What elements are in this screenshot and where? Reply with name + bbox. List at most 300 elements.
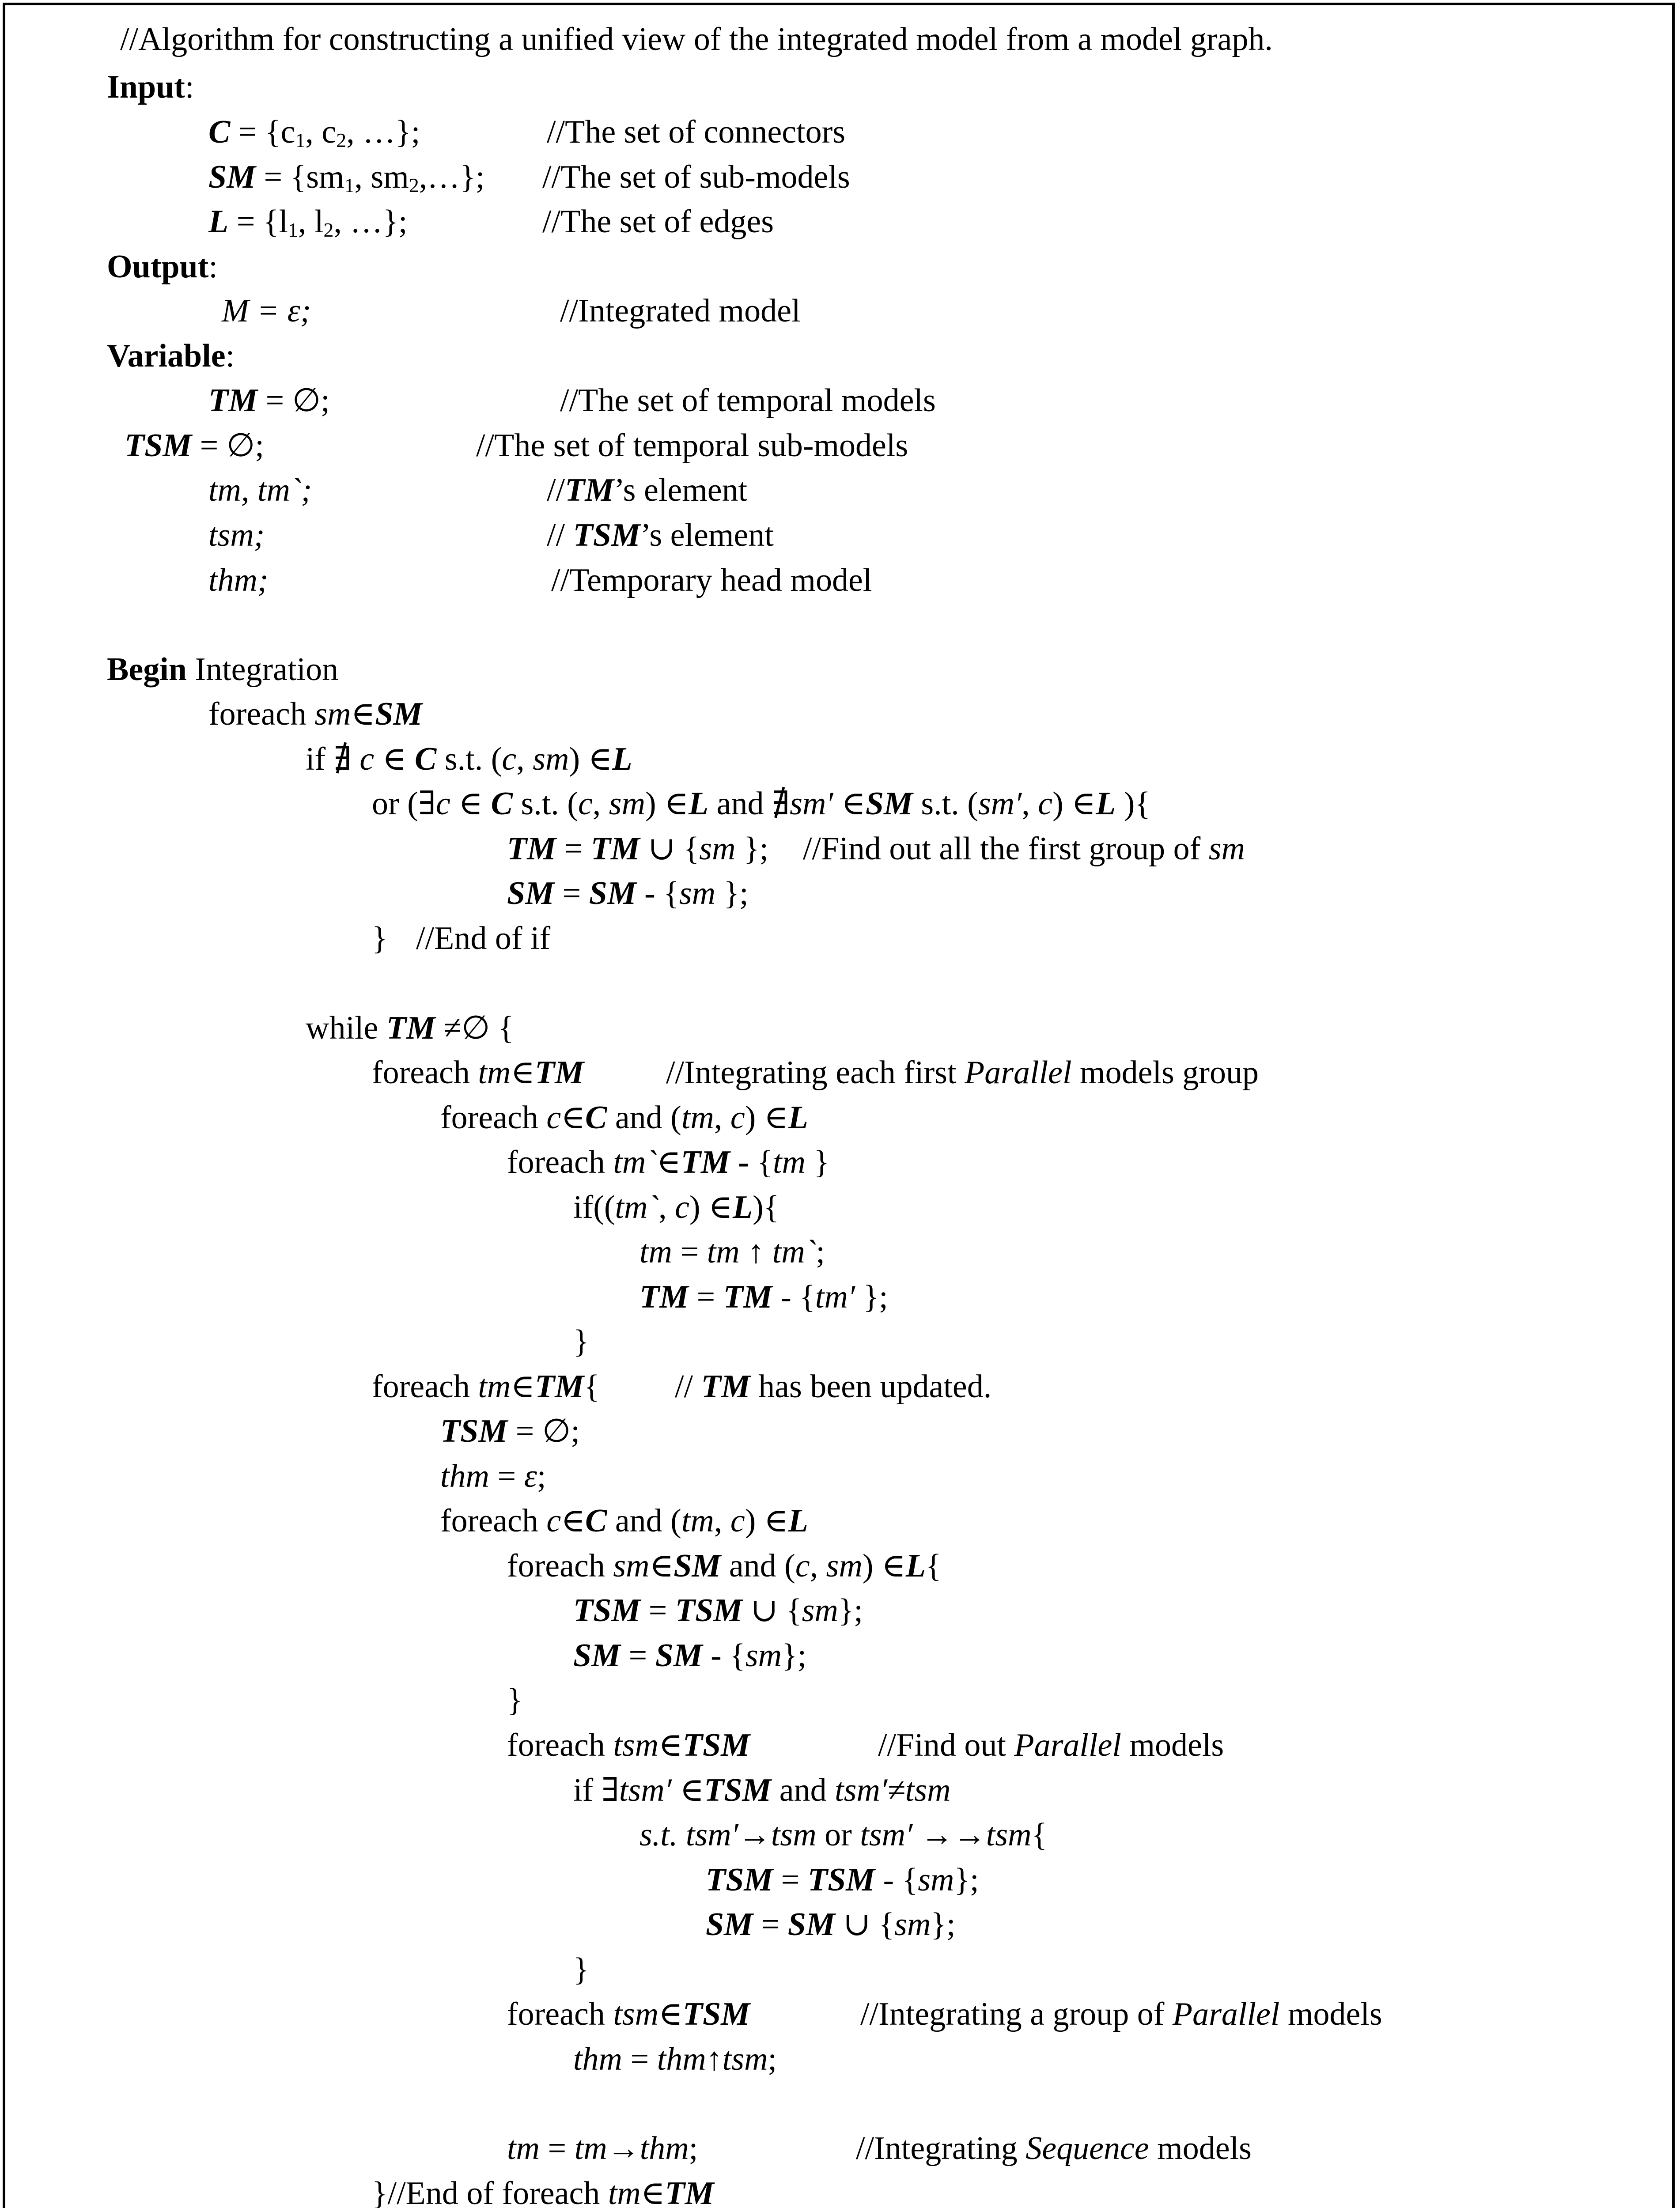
txt: , [658, 1189, 675, 1225]
set: SM [865, 786, 913, 822]
var: c [730, 1100, 745, 1136]
txt: { [757, 1144, 773, 1180]
comment-line-23 [878, 1729, 1224, 1762]
txt: ; [768, 2041, 777, 2077]
code-line-30 [573, 2043, 777, 2076]
var: tm [681, 1100, 714, 1136]
var: Parallel [965, 1055, 1072, 1091]
var: c [546, 1503, 561, 1539]
set: SM [507, 875, 554, 911]
set: SM [655, 1637, 703, 1674]
set: TM [590, 831, 640, 867]
op: ∈ [671, 1772, 704, 1808]
op: ↑ [739, 1234, 772, 1270]
var: c [578, 786, 593, 822]
txt: and ∄ [708, 786, 790, 822]
colon: : [208, 249, 218, 285]
set: TM [535, 1369, 584, 1405]
op: ) ∈ [745, 1503, 788, 1539]
op: ) ∈ [569, 741, 613, 777]
kw: foreach [208, 696, 315, 732]
colon: : [225, 338, 235, 374]
set: SM [375, 696, 423, 732]
set: SM [706, 1906, 753, 1943]
txt: ; [689, 2130, 698, 2166]
code-line-24 [573, 1774, 951, 1807]
comment-text: models [1279, 1996, 1382, 2032]
comment-prefix: // [547, 472, 565, 508]
set: SM [589, 875, 636, 911]
var: sm [826, 1548, 863, 1584]
comment-tsm [476, 429, 908, 462]
comment-line-6 [416, 922, 550, 955]
txt: }//End of foreach [372, 2175, 608, 2208]
txt: }; [735, 831, 769, 867]
set: TM [665, 2175, 714, 2208]
code-line-14 [573, 1325, 589, 1358]
comment-prefix: // [547, 517, 573, 553]
op: ∈ [450, 786, 491, 822]
set: TM [639, 1279, 689, 1315]
code-line-23 [507, 1729, 750, 1762]
op: ) ∈ [745, 1100, 788, 1136]
comment-set: TM [565, 472, 614, 508]
tsm-init: = ∅; [192, 427, 264, 464]
comment-text: //The set of sub-models [542, 159, 850, 195]
op: ∈ [640, 2175, 665, 2208]
var: tm [608, 2175, 641, 2208]
l-tail: , …}; [333, 204, 408, 240]
op: = [489, 1458, 524, 1494]
code-line-13 [639, 1281, 888, 1313]
decl-submodels: SM = {sm1, sm2,…}; [208, 159, 485, 197]
op: ∈ [351, 696, 375, 732]
txt: }; [838, 1592, 863, 1629]
set: L [612, 741, 632, 777]
txt: ; [537, 1458, 546, 1494]
comment-text: //Integrating each first [666, 1055, 965, 1091]
txt: ≠∅ { [435, 1010, 514, 1046]
comment-text: //The set of temporal models [560, 382, 936, 419]
code-line-20 [573, 1594, 863, 1627]
op: = [689, 1279, 723, 1315]
code-line-27 [706, 1908, 956, 1941]
txt: }; [931, 1906, 956, 1943]
title-text: //Algorithm for constructing a unified view of the integrated model from a model graph. [120, 21, 1273, 57]
kw: foreach [372, 1055, 478, 1091]
var: c [730, 1503, 745, 1539]
var: tm [772, 1144, 806, 1180]
txt: ; [816, 1234, 825, 1270]
var: c [675, 1189, 690, 1225]
var: tm→thm [574, 2130, 689, 2166]
op: = [556, 831, 591, 867]
txt: , [714, 1503, 730, 1539]
txt: }; [855, 1279, 888, 1315]
var: tm [639, 1234, 672, 1270]
algorithm-box [3, 3, 1675, 2208]
var: sm [1208, 831, 1245, 867]
set-tm: TM [208, 382, 257, 419]
code-line-5 [507, 877, 749, 910]
var: sm′ [790, 786, 833, 822]
set: C [491, 786, 513, 822]
op: ∪ { [639, 831, 700, 867]
thm-elem-text: thm; [208, 562, 269, 598]
input-keyword: Input [107, 69, 185, 105]
code-line-4 [507, 832, 768, 865]
code-line-12 [639, 1236, 825, 1268]
var: tm [478, 1369, 511, 1405]
var: sm [802, 1592, 838, 1629]
var: c [435, 786, 450, 822]
var: ε [524, 1458, 537, 1494]
brace: } [573, 1323, 589, 1360]
code-line-32 [372, 2177, 714, 2208]
var: sm [745, 1637, 782, 1674]
comment-edges [542, 205, 774, 238]
set-c: C [208, 114, 231, 150]
decl-thm [208, 564, 269, 597]
var: sm [918, 1862, 954, 1898]
var: tm [507, 2130, 540, 2166]
set: TSM [573, 1592, 641, 1629]
txt: { [584, 1369, 600, 1405]
decl-tsm [125, 429, 264, 462]
code-line-3 [372, 787, 1150, 820]
op: = [620, 1637, 655, 1674]
op: ∈ [649, 1548, 674, 1584]
code-line-6 [372, 922, 388, 955]
code-line-8 [372, 1056, 584, 1089]
var: tm` [615, 1189, 659, 1225]
op: ∈ [833, 786, 866, 822]
comment-tm [560, 384, 936, 417]
set: TSM [704, 1772, 772, 1808]
comment-text: //Integrating a group of [860, 1996, 1173, 2032]
op: ∈ [561, 1100, 585, 1136]
decl-model [222, 295, 311, 327]
op: = [554, 875, 589, 911]
var: thm [573, 2041, 622, 2077]
var: Sequence [1025, 2130, 1149, 2166]
set: SM [674, 1548, 721, 1584]
set: TSM [706, 1862, 773, 1898]
decl-edges: L = {l1, l2, …}; [208, 204, 408, 242]
code-line-7 [306, 1012, 514, 1044]
variable-label [107, 340, 235, 372]
op: ∪ { [742, 1592, 802, 1629]
comment-text: //The set of edges [542, 204, 774, 240]
comment-text: models [1149, 2130, 1252, 2166]
txt: , [714, 1100, 730, 1136]
set-l: L [208, 204, 229, 240]
set: L [1096, 786, 1116, 822]
var: sm [894, 1906, 931, 1943]
txt: }; [782, 1637, 807, 1674]
op: ∈ [658, 1996, 683, 2032]
set-tsm: TSM [125, 427, 192, 464]
algorithm-title [120, 23, 1273, 56]
var: c [359, 741, 375, 777]
comment-line-29 [860, 1998, 1382, 2030]
var: sm [699, 831, 736, 867]
code-line-15 [372, 1370, 600, 1403]
comment-model [560, 295, 801, 327]
set: TM [386, 1010, 435, 1046]
comment-text: //End of if [416, 920, 551, 957]
txt: { [926, 1548, 942, 1584]
code-line-19 [507, 1550, 942, 1582]
set: TSM [682, 1727, 750, 1763]
kw: or (∃ [372, 786, 436, 822]
code-line-31 [507, 2132, 698, 2165]
txt: and ( [607, 1100, 681, 1136]
comment-text: //Integrated model [560, 293, 801, 329]
op: = [773, 1862, 808, 1898]
set: TSM [682, 1996, 750, 2032]
txt: ){ [1116, 786, 1150, 822]
txt: }; [954, 1862, 979, 1898]
op: ) ∈ [1052, 786, 1096, 822]
code-line-29 [507, 1998, 750, 2030]
txt: , [810, 1548, 826, 1584]
txt: and ( [721, 1548, 795, 1584]
var: c [502, 741, 517, 777]
decl-tsm-elem [208, 519, 265, 552]
var: c [795, 1548, 810, 1584]
set: C [585, 1100, 607, 1136]
set: L [788, 1503, 808, 1539]
comment-line-4 [803, 832, 1245, 865]
txt: s.t. ( [512, 786, 578, 822]
txt: , [592, 786, 609, 822]
tm-elem-text: tm, tm`; [208, 472, 312, 508]
op: - { [702, 1637, 745, 1674]
txt: } [805, 1144, 829, 1180]
comment-set: TSM [573, 517, 640, 553]
decl-tm [208, 384, 330, 417]
txt: s.t. ( [436, 741, 502, 777]
op: = [672, 1234, 707, 1270]
code-line-28 [573, 1953, 589, 1986]
set: TM [681, 1144, 730, 1180]
op: - { [875, 1862, 918, 1898]
comment-text: models [1121, 1727, 1224, 1763]
kw: foreach [507, 1727, 613, 1763]
kw: foreach [507, 1996, 613, 2032]
comment-tm-elem [547, 474, 747, 507]
var: sm [613, 1548, 650, 1584]
comment-connectors [547, 116, 845, 148]
txt: and [771, 1772, 835, 1808]
op: ∈ [561, 1503, 585, 1539]
op: = [540, 2130, 575, 2166]
code-line-10 [507, 1146, 829, 1179]
output-label [107, 250, 218, 283]
l-def: = {l [228, 204, 288, 240]
comment-line-15 [675, 1370, 991, 1403]
txt: = ∅; [507, 1413, 580, 1449]
op: = [640, 1592, 675, 1629]
op: ∈ [656, 1144, 681, 1180]
kw: if ∃ [573, 1772, 619, 1808]
var: c [546, 1100, 561, 1136]
txt: , [516, 741, 533, 777]
comment-text: //Find out all the first group of [803, 831, 1209, 867]
tsm-elem-text: tsm; [208, 517, 265, 553]
var: tm [707, 1234, 740, 1270]
op: - { [772, 1279, 815, 1315]
set: L [732, 1189, 753, 1225]
txt: }; [715, 875, 749, 911]
set: L [905, 1548, 926, 1584]
begin-keyword: Begin [107, 651, 187, 688]
var: tsm [986, 1817, 1032, 1853]
comment-line-31 [856, 2132, 1252, 2165]
set: C [585, 1503, 607, 1539]
var: s.t. tsm′→tsm [639, 1817, 817, 1853]
var: tsm′ [619, 1772, 672, 1808]
comment-text: //Find out [878, 1727, 1014, 1763]
kw: if(( [573, 1189, 615, 1225]
comment-text: //Temporary head model [551, 562, 872, 598]
variable-keyword: Variable [107, 338, 226, 374]
op: ∈ [658, 1727, 683, 1763]
var: sm [314, 696, 351, 732]
code-line-16 [440, 1415, 580, 1448]
output-keyword: Output [107, 249, 209, 285]
input-label [107, 71, 194, 103]
set: L [788, 1100, 808, 1136]
comment-suffix: ’s element [614, 472, 748, 508]
sm-sep: , sm [354, 159, 409, 195]
code-line-11 [573, 1191, 779, 1224]
comment-text: has been updated. [750, 1369, 992, 1405]
var: tm` [772, 1234, 816, 1270]
kw: foreach [372, 1369, 478, 1405]
set: TM [535, 1055, 584, 1091]
kw: foreach [440, 1503, 547, 1539]
set: C [415, 741, 437, 777]
var: Parallel [1172, 1996, 1280, 2032]
set: TM [507, 831, 556, 867]
set: TSM [675, 1592, 743, 1629]
comment-submodels [542, 161, 850, 193]
op: ) ∈ [862, 1548, 906, 1584]
txt: or [816, 1817, 860, 1853]
kw: if ∄ [306, 741, 360, 777]
comment-suffix: ’s element [640, 517, 774, 553]
set: SM [787, 1906, 835, 1943]
set: TSM [807, 1862, 875, 1898]
code-line-21 [573, 1639, 806, 1672]
sm-tail: ,…}; [419, 159, 485, 195]
var: sm [679, 875, 716, 911]
l-sep: , l [298, 204, 324, 240]
txt: and ( [607, 1503, 681, 1539]
comment-line-8 [666, 1056, 1259, 1089]
op: ) ∈ [645, 786, 689, 822]
code-line-25 [639, 1819, 1047, 1851]
txt: ){ [753, 1189, 779, 1225]
comment-text: //The set of connectors [547, 114, 846, 150]
set: SM [573, 1637, 621, 1674]
brace: } [507, 1682, 523, 1718]
op: ∈ [511, 1369, 535, 1405]
set: L [688, 786, 709, 822]
set: TSM [440, 1413, 508, 1449]
c-def: = {c [230, 114, 295, 150]
var: Parallel [1014, 1727, 1121, 1763]
code-line-18 [440, 1505, 808, 1537]
code-line-2 [306, 743, 632, 775]
code-line-22 [507, 1684, 523, 1716]
comment-thm [551, 564, 872, 597]
kw: foreach [507, 1548, 613, 1584]
tm-init: = ∅; [257, 382, 330, 419]
txt: , [1022, 786, 1038, 822]
var: tm [681, 1503, 714, 1539]
var: tm′ [815, 1279, 855, 1315]
comment-text: models group [1071, 1055, 1259, 1091]
decl-tm-elem [208, 474, 312, 507]
code-line-1 [208, 698, 422, 730]
var: tsm [613, 1727, 659, 1763]
decl-connectors: C = {c1, c2, …}; [208, 114, 420, 152]
var: tsm′ [860, 1817, 913, 1853]
op: ∈ [374, 741, 415, 777]
var: sm [533, 741, 569, 777]
op: ∪ { [835, 1906, 895, 1943]
comment-text: //Integrating [856, 2130, 1026, 2166]
op: ) ∈ [689, 1189, 733, 1225]
colon: : [185, 69, 194, 105]
brace: } [372, 920, 388, 957]
var: c [1038, 786, 1053, 822]
comment-text: //The set of temporal sub-models [476, 427, 908, 464]
op: = [622, 2041, 657, 2077]
code-line-26 [706, 1864, 979, 1896]
brace: } [573, 1951, 589, 1988]
kw: foreach [507, 1144, 613, 1180]
set: TM [701, 1369, 750, 1405]
sm-def: = {sm [255, 159, 344, 195]
var: thm [440, 1458, 489, 1494]
kw: while [306, 1010, 386, 1046]
op: - [730, 1144, 757, 1180]
txt: s.t. ( [912, 786, 978, 822]
c-sep: , c [305, 114, 337, 150]
var: thm↑tsm [657, 2041, 768, 2077]
op: ∈ [511, 1055, 535, 1091]
var: tsm′≠tsm [835, 1772, 951, 1808]
begin-line [107, 653, 338, 686]
code-line-17 [440, 1460, 546, 1493]
var: sm [609, 786, 646, 822]
comment-tsm-elem [547, 519, 774, 552]
code-line-9 [440, 1101, 808, 1134]
m-decl-text: M = ε; [222, 293, 311, 329]
integration-label: Integration [186, 651, 339, 688]
op: →→ [912, 1817, 986, 1853]
comment-text: // [675, 1369, 701, 1405]
op: - { [636, 875, 679, 911]
kw: foreach [440, 1100, 547, 1136]
var: tsm [613, 1996, 659, 2032]
txt: { [1031, 1817, 1048, 1853]
c-tail: , …}; [346, 114, 420, 150]
